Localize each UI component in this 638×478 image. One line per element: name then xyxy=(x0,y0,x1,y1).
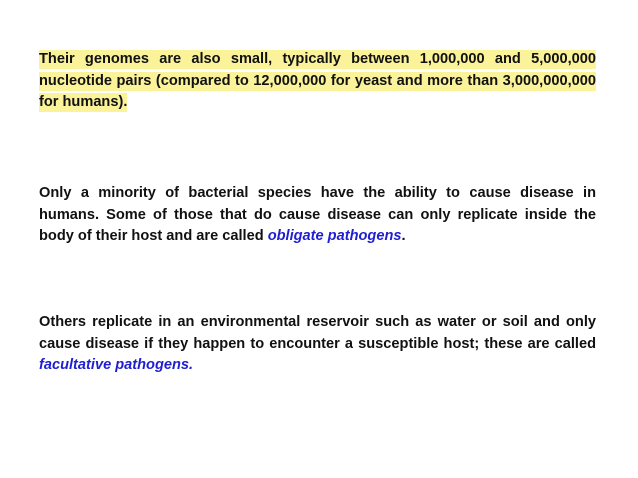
obligate-pathogens-term: obligate pathogens xyxy=(267,228,402,244)
facultative-pathogens-paragraph xyxy=(39,312,596,377)
facultative-pathogens-term: facultative pathogens. xyxy=(39,357,194,373)
paragraph-text: Only a minority of bacterial species have the ability to cause disease in humans. Some of those that do cause disease can only replicate inside the body of their host and are called xyxy=(39,185,596,244)
genome-size-paragraph xyxy=(39,49,596,114)
highlighted-text: Their genomes are also small, typically between 1,000,000 and 5,000,000 nucleotide pairs (compared to 12,000,000 for yeast and more than 3,000,000,000 for humans). xyxy=(39,51,596,110)
obligate-pathogens-paragraph xyxy=(39,183,596,248)
paragraph-text: Others replicate in an environmental reservoir such as water or soil and only cause disease if they happen to encounter a susceptible host; these are called xyxy=(39,314,596,352)
paragraph-period: . xyxy=(401,228,406,244)
